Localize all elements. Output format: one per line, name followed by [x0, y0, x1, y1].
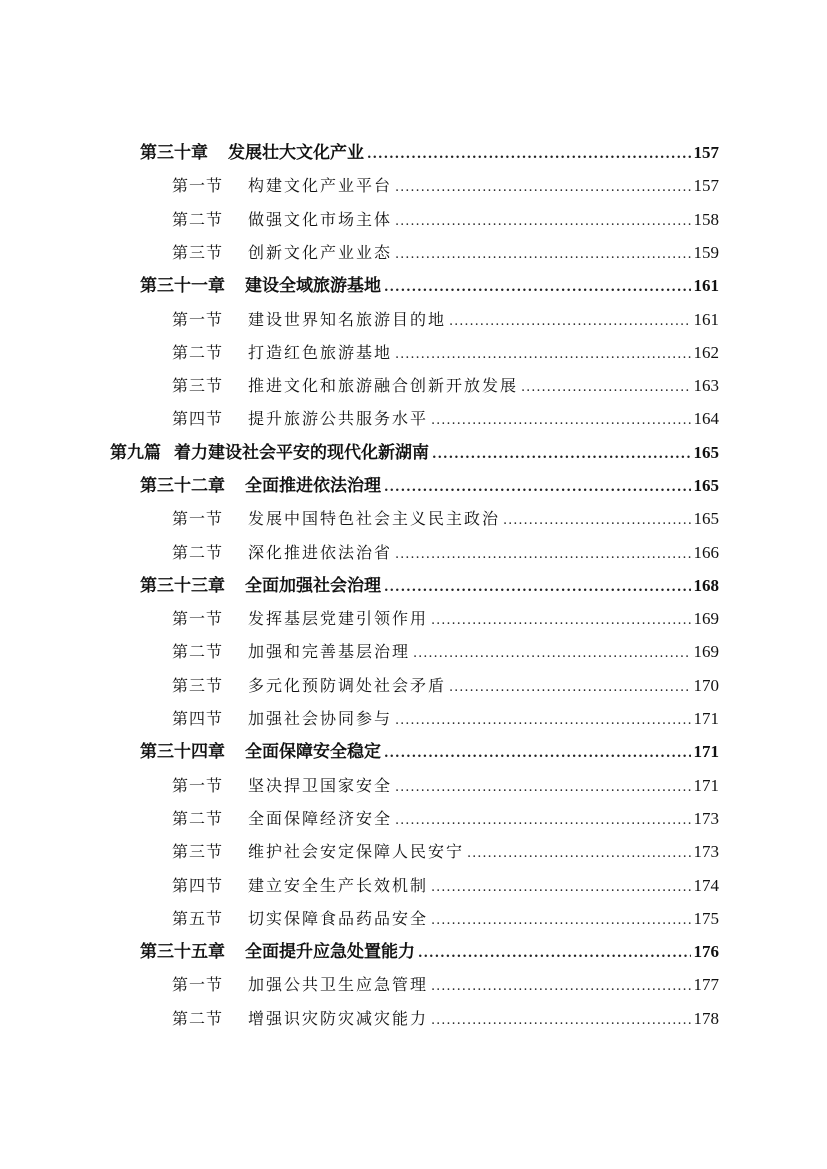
toc-entry-page-number: 161 — [693, 276, 719, 295]
toc-entry-title: 推进文化和旅游融合创新开放发展 — [248, 376, 519, 395]
toc-entry-label: 第一节 — [172, 776, 224, 795]
toc-entry-title: 着力建设社会平安的现代化新湖南 — [174, 443, 429, 463]
toc-entry-label: 第九篇 — [110, 443, 161, 463]
toc-entry-section — [172, 536, 719, 569]
toc-entry-section — [172, 203, 719, 236]
dot-leader — [467, 837, 690, 870]
dot-leader — [384, 737, 691, 770]
toc-entry-page-number: 171 — [693, 776, 719, 795]
dot-leader — [432, 438, 691, 471]
dot-leader — [395, 804, 690, 837]
toc-entry-page-number: 161 — [693, 310, 719, 329]
toc-entry-section — [172, 336, 719, 369]
toc-entry-label: 第二节 — [172, 1009, 224, 1028]
toc-entry-label: 第一节 — [172, 975, 224, 994]
dot-leader — [431, 970, 690, 1003]
toc-entry-page-number: 164 — [693, 409, 719, 428]
toc-entry-section — [172, 402, 719, 435]
toc-entry-label: 第三十章 — [140, 143, 208, 163]
toc-entry-page-number: 173 — [693, 809, 719, 828]
dot-leader — [431, 404, 690, 437]
toc-entry-page-number: 171 — [693, 709, 719, 728]
dot-leader — [521, 371, 690, 404]
toc-entry-label: 第五节 — [172, 909, 224, 928]
toc-entry-section — [172, 669, 719, 702]
toc-entry-page-number: 158 — [693, 210, 719, 229]
toc-entry-section — [172, 702, 719, 735]
toc-entry-page-number: 163 — [693, 376, 719, 395]
toc-entry-page-number: 169 — [693, 642, 719, 661]
toc-entry-label: 第二节 — [172, 343, 224, 362]
dot-leader — [431, 604, 690, 637]
toc-entry-title: 建设全域旅游基地 — [245, 276, 381, 296]
toc-entry-title: 创新文化产业业态 — [248, 243, 393, 262]
toc-entry-chapter — [140, 136, 719, 169]
toc-entry-page-number: 169 — [693, 609, 719, 628]
toc-entry-section — [172, 502, 719, 535]
toc-entry-page-number: 178 — [693, 1009, 719, 1028]
toc-entry-part — [110, 436, 719, 469]
toc-entry-section — [172, 602, 719, 635]
toc-entry-label: 第四节 — [172, 709, 224, 728]
toc-entry-title: 维护社会安定保障人民安宁 — [248, 842, 465, 861]
toc-entry-page-number: 165 — [693, 509, 719, 528]
toc-entry-title: 增强识灾防灾减灾能力 — [248, 1009, 429, 1028]
toc-entry-page-number: 157 — [693, 143, 719, 162]
toc-entry-title: 发展壮大文化产业 — [228, 143, 364, 163]
toc-entry-title: 全面保障经济安全 — [248, 809, 393, 828]
dot-leader — [418, 937, 691, 970]
toc-entry-page-number: 174 — [693, 876, 719, 895]
toc-entry-label: 第二节 — [172, 642, 224, 661]
toc-entry-title: 加强和完善基层治理 — [248, 642, 411, 661]
toc-entry-page-number: 171 — [693, 742, 719, 761]
toc-entry-section — [172, 635, 719, 668]
toc-entry-chapter — [140, 735, 719, 768]
toc-entry-page-number: 165 — [693, 443, 719, 462]
toc-entry-page-number: 168 — [693, 576, 719, 595]
toc-entry-label: 第一节 — [172, 609, 224, 628]
toc-entry-title: 全面推进依法治理 — [245, 476, 381, 496]
dot-leader — [395, 171, 690, 204]
toc-entry-chapter — [140, 269, 719, 302]
toc-entry-section — [172, 169, 719, 202]
toc-entry-label: 第三节 — [172, 243, 224, 262]
toc-entry-label: 第三节 — [172, 676, 224, 695]
dot-leader — [431, 904, 690, 937]
toc-entry-title: 建设世界知名旅游目的地 — [248, 310, 447, 329]
toc-entry-title: 发展中国特色社会主义民主政治 — [248, 509, 501, 528]
toc-entry-page-number: 175 — [693, 909, 719, 928]
toc-entry-section — [172, 869, 719, 902]
toc-entry-page-number: 159 — [693, 243, 719, 262]
toc-entry-page-number: 165 — [693, 476, 719, 495]
dot-leader — [395, 338, 690, 371]
toc-entry-title: 全面加强社会治理 — [245, 576, 381, 596]
toc-entry-section — [172, 303, 719, 336]
toc-entry-label: 第二节 — [172, 809, 224, 828]
toc-entry-section — [172, 769, 719, 802]
toc-entry-title: 发挥基层党建引领作用 — [248, 609, 429, 628]
toc-entry-title: 提升旅游公共服务水平 — [248, 409, 429, 428]
dot-leader — [395, 538, 690, 571]
toc-entry-title: 建立安全生产长效机制 — [248, 876, 429, 895]
toc-entry-title: 做强文化市场主体 — [248, 210, 393, 229]
toc-entry-label: 第二节 — [172, 543, 224, 562]
toc-entry-page-number: 166 — [693, 543, 719, 562]
dot-leader — [395, 238, 690, 271]
toc-entry-page-number: 176 — [693, 942, 719, 961]
toc-entry-label: 第三十三章 — [140, 576, 225, 596]
dot-leader — [431, 1004, 690, 1037]
toc-entry-section — [172, 968, 719, 1001]
toc-entry-label: 第三十五章 — [140, 942, 225, 962]
dot-leader — [503, 504, 690, 537]
toc-entry-label: 第一节 — [172, 509, 224, 528]
dot-leader — [431, 871, 690, 904]
toc-entry-chapter — [140, 569, 719, 602]
toc-entry-title: 全面保障安全稳定 — [245, 742, 381, 762]
toc-entry-label: 第三十二章 — [140, 476, 225, 496]
toc-entry-title: 切实保障食品药品安全 — [248, 909, 429, 928]
toc-entry-label: 第三节 — [172, 842, 224, 861]
toc-entry-section — [172, 1002, 719, 1035]
toc-entry-title: 深化推进依法治省 — [248, 543, 393, 562]
toc-entry-title: 打造红色旅游基地 — [248, 343, 393, 362]
toc-entry-section — [172, 902, 719, 935]
toc-entry-section — [172, 236, 719, 269]
toc-entry-chapter — [140, 935, 719, 968]
toc-entry-section — [172, 369, 719, 402]
dot-leader — [384, 471, 691, 504]
toc-entry-label: 第三十一章 — [140, 276, 225, 296]
toc-entry-page-number: 157 — [693, 176, 719, 195]
toc-entry-title: 加强社会协同参与 — [248, 709, 393, 728]
dot-leader — [413, 637, 690, 670]
toc-entry-section — [172, 835, 719, 868]
dot-leader — [367, 138, 691, 171]
toc-entry-page-number: 173 — [693, 842, 719, 861]
toc-entry-label: 第三节 — [172, 376, 224, 395]
dot-leader — [449, 305, 690, 338]
toc-entry-label: 第四节 — [172, 876, 224, 895]
toc-entry-label: 第一节 — [172, 310, 224, 329]
toc-entry-title: 全面提升应急处置能力 — [245, 942, 415, 962]
toc-entry-section — [172, 802, 719, 835]
toc-entry-title: 构建文化产业平台 — [248, 176, 393, 195]
dot-leader — [384, 571, 691, 604]
toc-entry-page-number: 170 — [693, 676, 719, 695]
toc-entry-title: 坚决捍卫国家安全 — [248, 776, 393, 795]
toc-entry-title: 加强公共卫生应急管理 — [248, 975, 429, 994]
toc-entry-page-number: 177 — [693, 975, 719, 994]
toc-entry-title: 多元化预防调处社会矛盾 — [248, 676, 447, 695]
toc-entry-label: 第一节 — [172, 176, 224, 195]
dot-leader — [384, 271, 691, 304]
toc-entry-chapter — [140, 469, 719, 502]
dot-leader — [449, 671, 690, 704]
dot-leader — [395, 205, 690, 238]
dot-leader — [395, 704, 690, 737]
toc-entry-label: 第二节 — [172, 210, 224, 229]
toc-entry-label: 第三十四章 — [140, 742, 225, 762]
toc-entry-page-number: 162 — [693, 343, 719, 362]
toc-entry-label: 第四节 — [172, 409, 224, 428]
dot-leader — [395, 771, 690, 804]
